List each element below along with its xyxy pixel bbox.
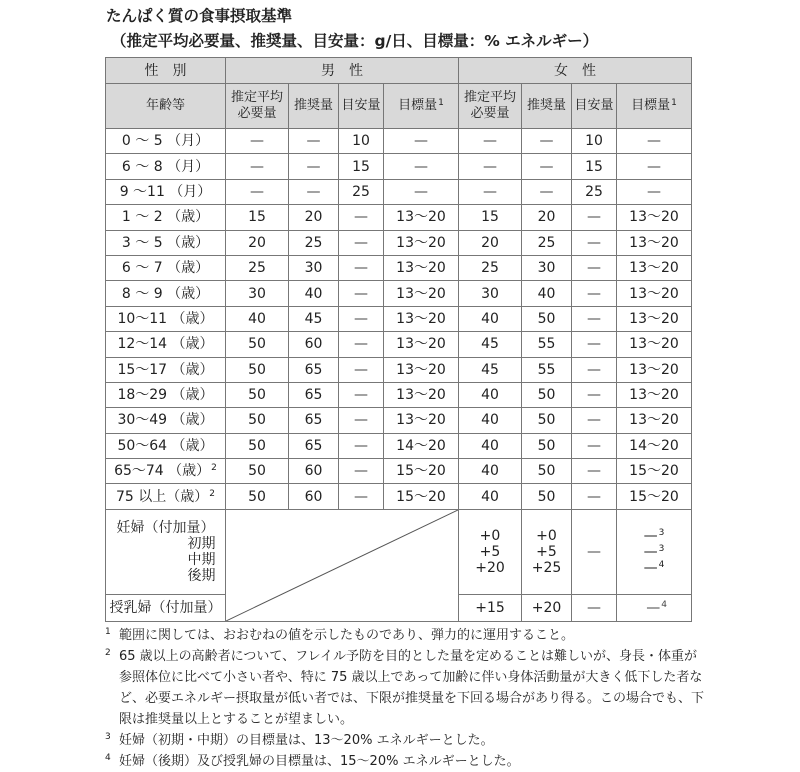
female-ai-header: 目安量 bbox=[572, 84, 617, 129]
male-ear-header-label: 推定平均必要量 bbox=[230, 90, 283, 121]
male-dg-cell: 15～20 bbox=[384, 459, 459, 484]
pregnant-mid-label: 中期 bbox=[187, 551, 216, 568]
pregnant-dg-early-value: — bbox=[643, 527, 658, 544]
footnote-number: 4 bbox=[105, 753, 111, 763]
age-cell bbox=[106, 408, 226, 433]
age-cell bbox=[106, 281, 226, 306]
female-rda-cell: 50 bbox=[522, 433, 572, 458]
footnote-text: 妊婦（後期）及び授乳婦の目標量は、15～20% エネルギーとした。 bbox=[119, 754, 520, 769]
male-dg-cell: 15～20 bbox=[384, 484, 459, 509]
male-rda-cell: — bbox=[289, 179, 339, 204]
table-row bbox=[106, 255, 692, 280]
footnote-3 bbox=[105, 730, 705, 751]
male-rda-cell: 25 bbox=[289, 230, 339, 255]
pregnant-label-cell bbox=[106, 509, 226, 594]
female-ai-cell: — bbox=[572, 205, 617, 230]
male-rda-cell: 65 bbox=[289, 433, 339, 458]
age-cell bbox=[106, 357, 226, 382]
female-rda-cell: 30 bbox=[522, 255, 572, 280]
table-row bbox=[106, 382, 692, 407]
age-label: 3 ～ 5 （歳） bbox=[121, 234, 210, 251]
female-ear-cell: 20 bbox=[459, 230, 522, 255]
male-ear-cell: 15 bbox=[226, 205, 289, 230]
male-ai-cell: — bbox=[339, 459, 384, 484]
footnote-1 bbox=[105, 625, 705, 646]
female-rda-cell: 55 bbox=[522, 332, 572, 357]
table-row bbox=[106, 205, 692, 230]
male-rda-cell: 60 bbox=[289, 332, 339, 357]
female-rda-cell: 50 bbox=[522, 408, 572, 433]
pregnant-rda-early: +0 bbox=[536, 527, 557, 544]
lactating-label: 授乳婦（付加量） bbox=[106, 594, 226, 621]
female-ear-cell: 45 bbox=[459, 332, 522, 357]
age-cell bbox=[106, 332, 226, 357]
footnote-text: 範囲に関しては、おおむねの値を示したものであり、弾力的に運用すること。 bbox=[119, 628, 575, 643]
female-rda-cell: — bbox=[522, 154, 572, 179]
male-ai-cell: 25 bbox=[339, 179, 384, 204]
female-dg-cell: — bbox=[617, 154, 692, 179]
age-cell bbox=[106, 306, 226, 331]
female-dg-cell: 14～20 bbox=[617, 433, 692, 458]
male-ai-cell: 15 bbox=[339, 154, 384, 179]
male-rda-cell: 65 bbox=[289, 408, 339, 433]
female-ai-cell: 25 bbox=[572, 179, 617, 204]
female-ear-cell: 30 bbox=[459, 281, 522, 306]
pregnant-dg-early bbox=[617, 528, 691, 544]
pregnant-ear-late: +20 bbox=[475, 559, 505, 576]
table-row bbox=[106, 408, 692, 433]
female-dg-header-label: 目標量 bbox=[631, 98, 671, 113]
age-cell bbox=[106, 179, 226, 204]
age-label: 9 ～11 （月） bbox=[119, 183, 212, 200]
table-row bbox=[106, 281, 692, 306]
age-cell bbox=[106, 382, 226, 407]
female-ai-cell: — bbox=[572, 408, 617, 433]
female-ear-cell: 40 bbox=[459, 433, 522, 458]
table-row bbox=[106, 357, 692, 382]
male-rda-cell: 30 bbox=[289, 255, 339, 280]
male-dg-header bbox=[384, 84, 459, 129]
pregnant-rda-cell bbox=[522, 509, 572, 594]
age-cell bbox=[106, 484, 226, 509]
male-ear-cell: — bbox=[226, 154, 289, 179]
female-ear-cell: — bbox=[459, 179, 522, 204]
lactating-ai: — bbox=[572, 594, 617, 621]
female-dg-cell: 13～20 bbox=[617, 281, 692, 306]
pregnant-dg-late-value: — bbox=[643, 559, 658, 576]
footnote-mark: 4 bbox=[661, 599, 667, 610]
pregnant-rda-mid: +5 bbox=[536, 543, 557, 560]
male-header: 男 性 bbox=[226, 58, 459, 84]
female-ai-cell: 10 bbox=[572, 129, 617, 154]
female-ear-cell: 25 bbox=[459, 255, 522, 280]
male-rda-cell: 20 bbox=[289, 205, 339, 230]
male-not-applicable-cell bbox=[226, 509, 459, 621]
age-label: 6 ～ 7 （歳） bbox=[121, 260, 210, 277]
age-label: 50～64 （歳） bbox=[117, 437, 214, 454]
male-ai-cell: — bbox=[339, 205, 384, 230]
female-dg-cell: 13～20 bbox=[617, 230, 692, 255]
male-ear-cell: 25 bbox=[226, 255, 289, 280]
footnote-number: 3 bbox=[105, 732, 111, 742]
male-ear-cell: 20 bbox=[226, 230, 289, 255]
female-dg-cell: 13～20 bbox=[617, 357, 692, 382]
female-dg-cell: 15～20 bbox=[617, 459, 692, 484]
pregnant-late-label: 後期 bbox=[187, 567, 216, 584]
female-ai-cell: — bbox=[572, 459, 617, 484]
pregnant-rda-late: +25 bbox=[531, 559, 562, 576]
male-ear-cell: 50 bbox=[226, 484, 289, 509]
age-label: 6 ～ 8 （月） bbox=[121, 158, 210, 175]
table-row bbox=[106, 154, 692, 179]
male-rda-cell: 40 bbox=[289, 281, 339, 306]
age-cell bbox=[106, 129, 226, 154]
male-dg-cell: 13～20 bbox=[384, 306, 459, 331]
age-label: 30～49 （歳） bbox=[117, 412, 214, 429]
footnote-text: 妊婦（初期・中期）の目標量は、13～20% エネルギーとした。 bbox=[119, 733, 494, 748]
age-label: 75 以上（歳） bbox=[116, 488, 209, 505]
male-ai-cell: — bbox=[339, 408, 384, 433]
female-rda-cell: — bbox=[522, 179, 572, 204]
female-dg-cell: 13～20 bbox=[617, 408, 692, 433]
male-ai-cell: — bbox=[339, 281, 384, 306]
age-cell bbox=[106, 154, 226, 179]
male-ai-cell: — bbox=[339, 357, 384, 382]
male-ear-cell: 50 bbox=[226, 408, 289, 433]
male-ear-cell: — bbox=[226, 179, 289, 204]
male-rda-cell: 60 bbox=[289, 459, 339, 484]
age-label: 8 ～ 9 （歳） bbox=[121, 285, 210, 302]
table-row bbox=[106, 484, 692, 509]
footnote-number: 1 bbox=[105, 627, 111, 637]
male-dg-cell: 13～20 bbox=[384, 230, 459, 255]
age-label: 12～14 （歳） bbox=[117, 336, 214, 353]
male-dg-header-label: 目標量 bbox=[398, 98, 438, 113]
female-rda-cell: 40 bbox=[522, 281, 572, 306]
female-ear-cell: 45 bbox=[459, 357, 522, 382]
male-rda-cell: 65 bbox=[289, 357, 339, 382]
female-ear-cell: 40 bbox=[459, 484, 522, 509]
female-ai-cell: — bbox=[572, 433, 617, 458]
male-dg-cell: 13～20 bbox=[384, 281, 459, 306]
female-rda-cell: 50 bbox=[522, 484, 572, 509]
age-label: 15～17 （歳） bbox=[117, 361, 214, 378]
female-ear-cell: — bbox=[459, 129, 522, 154]
female-rda-cell: 20 bbox=[522, 205, 572, 230]
age-cell bbox=[106, 205, 226, 230]
age-cell bbox=[106, 230, 226, 255]
male-dg-cell: 13～20 bbox=[384, 382, 459, 407]
female-dg-cell: 13～20 bbox=[617, 205, 692, 230]
age-cell bbox=[106, 255, 226, 280]
male-rda-cell: 60 bbox=[289, 484, 339, 509]
female-dg-cell: 15～20 bbox=[617, 484, 692, 509]
male-dg-cell: 13～20 bbox=[384, 255, 459, 280]
male-rda-cell: 45 bbox=[289, 306, 339, 331]
lactating-ear: +15 bbox=[459, 594, 522, 621]
lactating-dg-value: — bbox=[646, 599, 661, 616]
male-ai-cell: — bbox=[339, 255, 384, 280]
table-row bbox=[106, 433, 692, 458]
male-dg-cell: 13～20 bbox=[384, 205, 459, 230]
pregnant-label: 妊婦（付加量） bbox=[116, 519, 215, 536]
diagonal-line bbox=[226, 510, 458, 621]
footnote-mark: 1 bbox=[671, 98, 677, 108]
female-ear-cell: 40 bbox=[459, 408, 522, 433]
sex-header: 性 別 bbox=[106, 58, 226, 84]
footnote-mark: 3 bbox=[658, 527, 665, 538]
female-dg-cell: — bbox=[617, 129, 692, 154]
female-ear-header bbox=[459, 84, 522, 129]
female-dg-cell: 13～20 bbox=[617, 306, 692, 331]
male-ear-header bbox=[226, 84, 289, 129]
table-row bbox=[106, 332, 692, 357]
age-cell bbox=[106, 459, 226, 484]
pregnant-dg-cell bbox=[617, 509, 692, 594]
table-row bbox=[106, 179, 692, 204]
page-title: たんぱく質の食事摂取基準 bbox=[106, 7, 293, 25]
age-label: 10～11 （歳） bbox=[117, 310, 214, 327]
male-ear-cell: 50 bbox=[226, 459, 289, 484]
female-ear-cell: 15 bbox=[459, 205, 522, 230]
male-ear-cell: 50 bbox=[226, 433, 289, 458]
age-label: 1 ～ 2 （歳） bbox=[121, 209, 210, 226]
female-dg-cell: 13～20 bbox=[617, 255, 692, 280]
female-rda-cell: 25 bbox=[522, 230, 572, 255]
male-dg-cell: 13～20 bbox=[384, 408, 459, 433]
male-ai-cell: — bbox=[339, 306, 384, 331]
protein-intake-table bbox=[105, 57, 692, 622]
male-ear-cell: — bbox=[226, 129, 289, 154]
male-dg-cell: 13～20 bbox=[384, 332, 459, 357]
page-subtitle: （推定平均必要量、推奨量、目安量：g/日、目標量：% エネルギー） bbox=[111, 32, 599, 50]
table-row bbox=[106, 306, 692, 331]
female-ai-cell: — bbox=[572, 230, 617, 255]
male-dg-cell: — bbox=[384, 179, 459, 204]
male-ear-cell: 50 bbox=[226, 332, 289, 357]
male-rda-header: 推奨量 bbox=[289, 84, 339, 129]
male-ear-cell: 30 bbox=[226, 281, 289, 306]
footnote-4 bbox=[105, 751, 705, 772]
footnote-mark: 1 bbox=[438, 98, 444, 108]
female-ear-cell: — bbox=[459, 154, 522, 179]
female-ear-cell: 40 bbox=[459, 382, 522, 407]
age-cell bbox=[106, 433, 226, 458]
table-row bbox=[106, 230, 692, 255]
male-rda-cell: — bbox=[289, 129, 339, 154]
pregnant-ear-early: +0 bbox=[479, 527, 501, 544]
female-ai-cell: — bbox=[572, 484, 617, 509]
pregnant-ear-cell bbox=[459, 509, 522, 594]
male-rda-cell: — bbox=[289, 154, 339, 179]
female-ai-cell: — bbox=[572, 357, 617, 382]
footnote-mark: 2 bbox=[211, 463, 217, 474]
female-rda-cell: 50 bbox=[522, 459, 572, 484]
female-ai-cell: 15 bbox=[572, 154, 617, 179]
female-ai-cell: — bbox=[572, 306, 617, 331]
lactating-dg bbox=[617, 594, 692, 621]
pregnant-ear-mid: +5 bbox=[479, 543, 501, 560]
female-ear-cell: 40 bbox=[459, 459, 522, 484]
female-header: 女 性 bbox=[459, 58, 692, 84]
male-rda-cell: 65 bbox=[289, 382, 339, 407]
age-label: 18～29 （歳） bbox=[117, 387, 214, 404]
lactating-rda: +20 bbox=[522, 594, 572, 621]
footnotes bbox=[105, 625, 705, 772]
female-rda-cell: — bbox=[522, 129, 572, 154]
female-ai-cell: — bbox=[572, 332, 617, 357]
female-rda-cell: 50 bbox=[522, 382, 572, 407]
male-ear-cell: 50 bbox=[226, 382, 289, 407]
female-rda-cell: 50 bbox=[522, 306, 572, 331]
female-ai-cell: — bbox=[572, 281, 617, 306]
footnote-mark: 2 bbox=[209, 488, 215, 499]
male-dg-cell: 13～20 bbox=[384, 357, 459, 382]
female-dg-cell: — bbox=[617, 179, 692, 204]
male-ai-cell: — bbox=[339, 230, 384, 255]
female-ai-cell: — bbox=[572, 255, 617, 280]
male-ai-cell: 10 bbox=[339, 129, 384, 154]
footnote-mark: 3 bbox=[658, 543, 665, 554]
male-ai-cell: — bbox=[339, 332, 384, 357]
female-dg-cell: 13～20 bbox=[617, 382, 692, 407]
pregnant-dg-mid-value: — bbox=[643, 543, 658, 560]
female-ear-cell: 40 bbox=[459, 306, 522, 331]
pregnant-row bbox=[106, 509, 692, 594]
male-ai-cell: — bbox=[339, 433, 384, 458]
female-rda-cell: 55 bbox=[522, 357, 572, 382]
table-row bbox=[106, 129, 692, 154]
female-dg-header bbox=[617, 84, 692, 129]
footnote-2 bbox=[105, 646, 705, 730]
header-row-columns bbox=[106, 84, 692, 129]
male-ai-cell: — bbox=[339, 484, 384, 509]
male-dg-cell: — bbox=[384, 154, 459, 179]
pregnant-ai-cell: — bbox=[572, 509, 617, 594]
male-ai-header: 目安量 bbox=[339, 84, 384, 129]
female-rda-header: 推奨量 bbox=[522, 84, 572, 129]
male-dg-cell: — bbox=[384, 129, 459, 154]
footnote-text: 65 歳以上の高齢者について、フレイル予防を目的とした量を定めることは難しいが、身長・体重が参照体位に比べて小さい者や、特に 75 歳以上であって加齢に伴い身体活動量が大きく低下した者など、必要エネルギー摂取量が低い者では、下限が推奨量を下回る場合があり得る。この場合でも、下限は推奨量以上とすることが望ましい。 bbox=[119, 649, 705, 727]
age-label: 0 ～ 5 （月） bbox=[121, 133, 210, 150]
pregnant-dg-mid bbox=[617, 544, 691, 560]
male-ear-cell: 40 bbox=[226, 306, 289, 331]
male-dg-cell: 14～20 bbox=[384, 433, 459, 458]
pregnant-early-label: 初期 bbox=[187, 535, 216, 552]
table-row bbox=[106, 459, 692, 484]
pregnant-dg-late bbox=[617, 560, 691, 576]
footnote-mark: 4 bbox=[658, 559, 665, 570]
female-dg-cell: 13～20 bbox=[617, 332, 692, 357]
male-ai-cell: — bbox=[339, 382, 384, 407]
female-ai-cell: — bbox=[572, 382, 617, 407]
female-ear-header-label: 推定平均必要量 bbox=[463, 90, 516, 121]
header-row-sex bbox=[106, 58, 692, 84]
male-ear-cell: 50 bbox=[226, 357, 289, 382]
footnote-number: 2 bbox=[105, 648, 111, 658]
age-label: 65～74 （歳） bbox=[114, 463, 211, 480]
age-header: 年齢等 bbox=[106, 84, 226, 129]
